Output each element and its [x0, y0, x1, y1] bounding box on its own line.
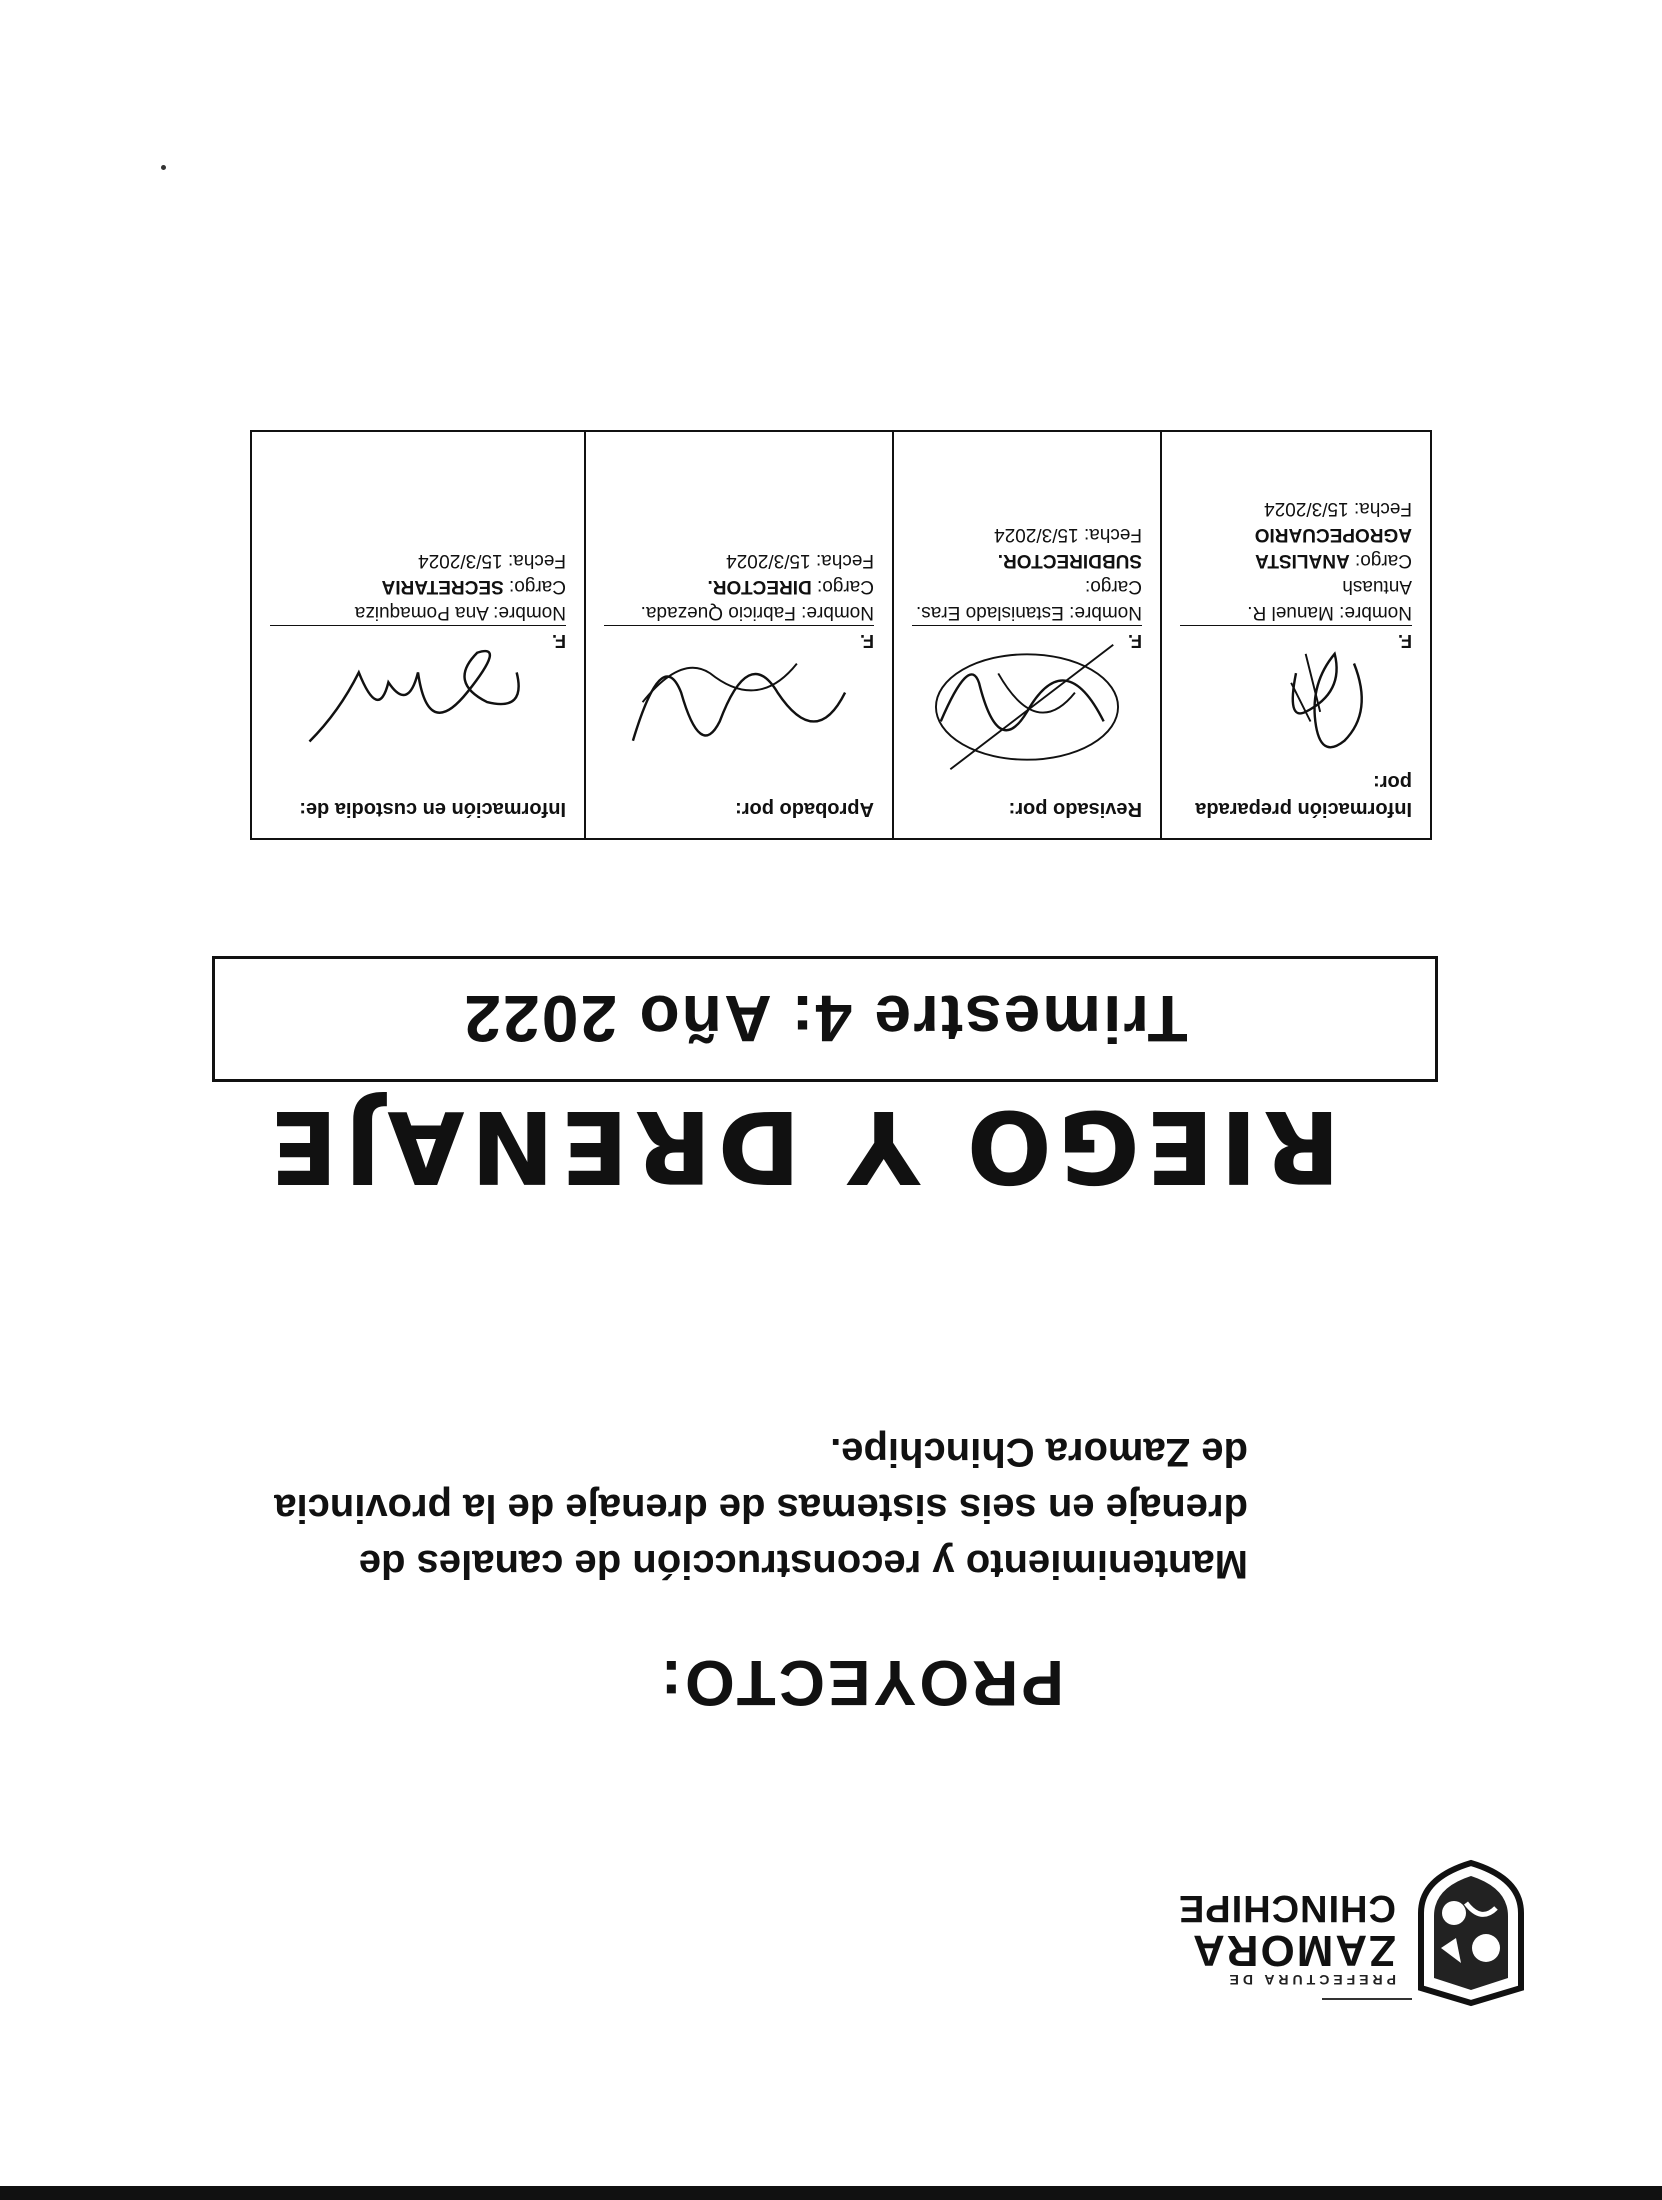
fecha-label: Fecha: [507, 550, 566, 571]
cargo-label: Cargo: [1354, 550, 1412, 571]
nombre-label: Nombre: [1339, 602, 1412, 623]
period-box [212, 956, 1438, 1082]
cell-title: Información en custodia de: [299, 798, 566, 820]
signature-area [270, 654, 566, 752]
signature-cell-prepared [1160, 430, 1432, 840]
coat-of-arms-icon [1406, 1858, 1536, 2008]
project-description: Mantenimiento y reconstrucción de canales de drenaje en seis sistemas de drenaje de la provincia de Zamora Chinchipe. [274, 1430, 1248, 1586]
nombre-value: Ana Pomaquiza [354, 602, 489, 623]
cargo-label: Cargo: [508, 576, 566, 597]
nombre-label: Nombre: [801, 602, 874, 623]
signature-table [250, 430, 1432, 840]
nombre-label: Nombre: [1069, 602, 1142, 623]
cargo-label: Cargo: [816, 576, 874, 597]
logo-divider [1322, 1998, 1412, 2000]
cell-title: Aprobado por: [735, 798, 874, 820]
logo-prefix: PREFECTURA DE [1225, 1972, 1396, 1988]
cargo-label: Cargo: [1084, 576, 1142, 597]
handwritten-signature-icon [912, 632, 1142, 782]
signature-cell-custody [250, 430, 586, 840]
period-text: Trimestre 4: Año 2022 [462, 982, 1188, 1056]
fecha-value: 15/3/2024 [994, 524, 1079, 545]
cargo-value: ANALISTA AGROPECUARIO [1254, 524, 1412, 571]
fecha-label: Fecha: [1353, 498, 1412, 519]
signature-area [912, 654, 1142, 752]
fecha-value: 15/3/2024 [418, 550, 503, 571]
logo-name-line2: CHINCHIPE [1177, 1887, 1396, 1929]
nombre-label: Nombre: [493, 602, 566, 623]
signature-line: F. [912, 625, 1142, 654]
project-label: PROYECTO: [657, 1647, 1064, 1719]
fecha-value: 15/3/2024 [726, 550, 811, 571]
fecha-label: Fecha: [815, 550, 874, 571]
nombre-value: Manuel R. Antuash [1247, 576, 1412, 623]
main-title: RIEGO Y DRENAJE [263, 1088, 1341, 1205]
signature-cell-approved [584, 430, 894, 840]
fecha-value: 15/3/2024 [1264, 498, 1349, 519]
cell-title: Revisado por: [1008, 798, 1142, 820]
handwritten-signature-icon [270, 632, 566, 782]
scan-speck [161, 165, 166, 170]
signature-line: F. [604, 625, 874, 654]
cargo-value: DIRECTOR. [707, 576, 812, 597]
handwritten-signature-icon [1180, 632, 1412, 782]
cargo-value: SUBDIRECTOR. [997, 550, 1142, 571]
signature-cell-reviewed [892, 430, 1162, 840]
signature-line: F. [270, 625, 566, 654]
signature-line: F. [1180, 625, 1412, 654]
footer-bar [0, 2186, 1662, 2200]
handwritten-signature-icon [604, 632, 874, 782]
cell-title: Información preparada por: [1195, 771, 1412, 820]
cargo-value: SECRETARIA [381, 576, 504, 597]
nombre-value: Fabricio Quezada. [640, 602, 796, 623]
signature-area [604, 654, 874, 752]
signature-area [1180, 654, 1412, 752]
prefectura-logo [1177, 1858, 1536, 2008]
nombre-value: Estanislado Eras. [916, 602, 1064, 623]
fecha-label: Fecha: [1083, 524, 1142, 545]
logo-name-line1: ZAMORA [1190, 1926, 1396, 1975]
